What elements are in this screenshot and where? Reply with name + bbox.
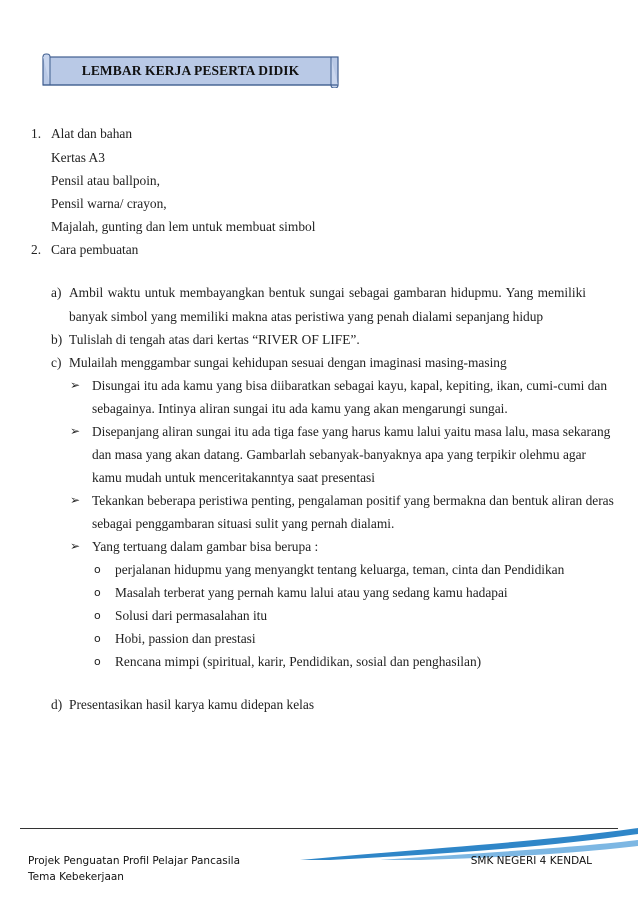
- step-marker: a): [51, 285, 62, 300]
- arrow-bullet-icon: ➢: [70, 539, 81, 553]
- bullet-text: sebagai penggambaran situasi sulit yang pernah dialami.: [92, 516, 395, 531]
- section-heading: Cara pembuatan: [51, 242, 139, 257]
- bullet-text: sebagainya. Intinya aliran sungai itu ada kamu yang akan mengarungi sungai.: [92, 401, 508, 416]
- step-text: Mulailah menggambar sungai kehidupan sesuai dengan imaginasi masing-masing: [69, 355, 507, 370]
- sub-item: Hobi, passion dan prestasi: [115, 631, 256, 646]
- list-item: Majalah, gunting dan lem untuk membuat simbol: [51, 219, 316, 234]
- bullet-text: Tekankan beberapa peristiwa penting, pengalaman positif yang bermakna dan bentuk aliran deras: [92, 493, 614, 508]
- section-number: 2.: [31, 242, 42, 257]
- bullet-text: kamu mudah untuk menceritakanntya saat presentasi: [92, 470, 375, 485]
- footer-project-name: Projek Penguatan Profil Pelajar Pancasila: [28, 855, 241, 867]
- step-text: banyak simbol yang memiliki makna atas peristiwa yang penah dialami sepanjang hidup: [69, 309, 544, 324]
- list-item: Pensil warna/ crayon,: [51, 196, 167, 211]
- step-text: Tulislah di tengah atas dari kertas “RIVER OF LIFE”.: [69, 332, 360, 347]
- circle-bullet-icon: o: [94, 586, 101, 599]
- list-item: Kertas A3: [51, 150, 105, 165]
- circle-bullet-icon: o: [94, 632, 101, 645]
- circle-bullet-icon: o: [94, 563, 101, 576]
- step-text: Presentasikan hasil karya kamu didepan kelas: [69, 697, 315, 712]
- sub-item: perjalanan hidupmu yang menyangkt tentang keluarga, teman, cinta dan Pendidikan: [115, 562, 565, 577]
- footer-school-name: SMK NEGERI 4 KENDAL: [470, 855, 592, 867]
- step-marker: c): [51, 355, 62, 370]
- arrow-bullet-icon: ➢: [70, 424, 81, 438]
- section-number: 1.: [31, 126, 42, 141]
- sub-item: Solusi dari permasalahan itu: [115, 608, 268, 623]
- bullet-text: Disungai itu ada kamu yang bisa diibaratkan sebagai kayu, kapal, kepiting, ikan, cumi-cumi dan: [92, 378, 608, 393]
- step-text: Ambil waktu untuk membayangkan bentuk sungai sebagai gambaran hidupmu. Yang memiliki: [69, 285, 586, 300]
- sub-item: Masalah terberat yang pernah kamu lalui atau yang sedang kamu hadapai: [115, 585, 508, 600]
- footer-theme: Tema Kebekerjaan: [28, 871, 124, 883]
- sub-item: Rencana mimpi (spiritual, karir, Pendidikan, sosial dan penghasilan): [115, 654, 482, 669]
- arrow-bullet-icon: ➢: [70, 493, 81, 507]
- step-marker: b): [51, 332, 63, 347]
- bullet-text: Disepanjang aliran sungai itu ada tiga fase yang harus kamu lalui yaitu masa lalu, masa sekarang: [92, 424, 611, 439]
- circle-bullet-icon: o: [94, 655, 101, 668]
- title-banner: [40, 53, 341, 88]
- section-heading: Alat dan bahan: [51, 126, 133, 141]
- banner-title: LEMBAR KERJA PESERTA DIDIK: [81, 62, 300, 78]
- arrow-bullet-icon: ➢: [70, 378, 81, 392]
- bullet-text: Yang tertuang dalam gambar bisa berupa :: [92, 539, 319, 554]
- step-marker: d): [51, 697, 63, 712]
- bullet-text: dan masa yang akan datang. Gambarlah sebanyak-banyaknya apa yang terpikir olehmu agar: [92, 447, 586, 462]
- list-item: Pensil atau ballpoin,: [51, 173, 160, 188]
- circle-bullet-icon: o: [94, 609, 101, 622]
- footer-left: [28, 853, 240, 885]
